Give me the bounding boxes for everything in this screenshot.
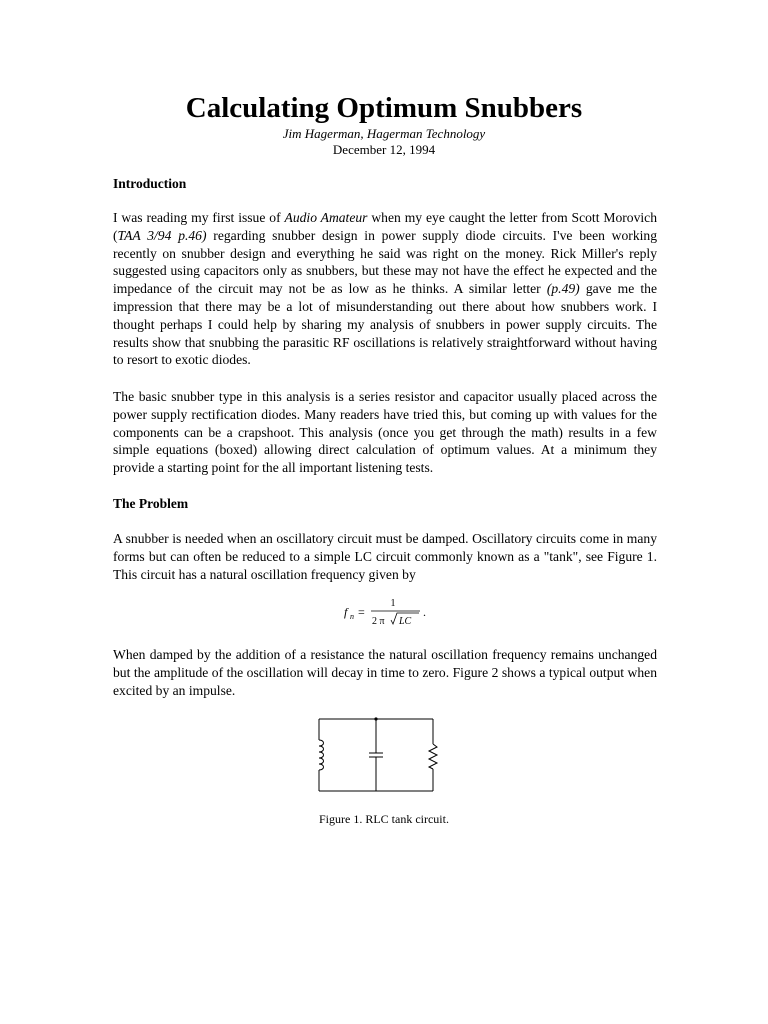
figure-caption: Figure 1. RLC tank circuit. [319, 812, 449, 826]
intro-paragraph-1 [113, 209, 657, 369]
equation-denominator-prefix: 2 π [372, 616, 385, 627]
resistor-icon [429, 744, 437, 769]
author-line: Jim Hagerman, Hagerman Technology [282, 126, 486, 141]
intro-p1-italic-3: (p.49) [546, 281, 580, 297]
natural-frequency-equation [340, 596, 460, 630]
problem-paragraph-2: When damped by the addition of a resistance the natural oscillation frequency remains unchanged but the amplitude of the oscillation will decay in time to zero. Figure 2 shows a typical output when excited by an impulse. [113, 647, 657, 698]
equation-trailing-period: . [423, 605, 426, 619]
intro-p1-text-4: gave me the impression that there may be a lot of misunderstanding out there about how snubbers work. I thought perhaps I could help by sharing my analysis of snubbers in power supply circuits. The results show that snubbing the parasitic RF oscillations is relatively straightforward without having to resort to exotic diodes. [113, 281, 658, 368]
intro-paragraph-2: The basic snubber type in this analysis is a series resistor and capacitor usually placed across the power supply rectification diodes. Many readers have tried this, but coming up with values for the components can be a crapshoot. This analysis (once you get through the math) results in a few simple equations (boxed) allowing direct calculation of optimum values. At a minimum they provide a starting point for the all important listening tests. [113, 389, 657, 476]
junction-dot [374, 717, 377, 720]
section-heading-introduction: Introduction [113, 176, 187, 191]
inductor-icon [319, 740, 324, 770]
equation-equals: = [358, 605, 365, 619]
page-title: Calculating Optimum Snubbers [185, 92, 583, 124]
equation-lhs-subscript: n [350, 612, 354, 621]
equation-numerator: 1 [390, 598, 396, 609]
intro-p1-text-1: I was reading my first issue of [113, 210, 285, 225]
equation-svg [340, 596, 460, 630]
rlc-tank-circuit-figure [311, 716, 441, 796]
publication-date: December 12, 1994 [332, 142, 436, 157]
intro-p1-text-3: regarding snubber design in power supply diode circuits. I've been working recently on snubber design and everything he said was right on the money. Rick Miller's reply suggested using capacitors only as snubbers, but these may not have the effect he expected and the impedance of the circuit may not be as low as he thinks. A similar letter [113, 227, 657, 297]
section-heading-problem: The Problem [113, 496, 189, 511]
intro-p1-italic-2: TAA 3/94 p.46) [117, 227, 207, 243]
circuit-diagram [311, 716, 441, 796]
intro-p1-italic-1: Audio Amateur [284, 210, 368, 225]
equation-lhs: f [344, 605, 348, 619]
equation-radicand: LC [399, 616, 412, 627]
problem-paragraph-1: A snubber is needed when an oscillatory circuit must be damped. Oscillatory circuits come in many forms but can often be reduced to a simple LC circuit commonly known as a "tank", see Figure 1. This circuit has a natural oscillation frequency given by [113, 531, 657, 582]
intro-p1-text-2: when my eye caught the letter from Scott Morovich ( [113, 210, 657, 243]
